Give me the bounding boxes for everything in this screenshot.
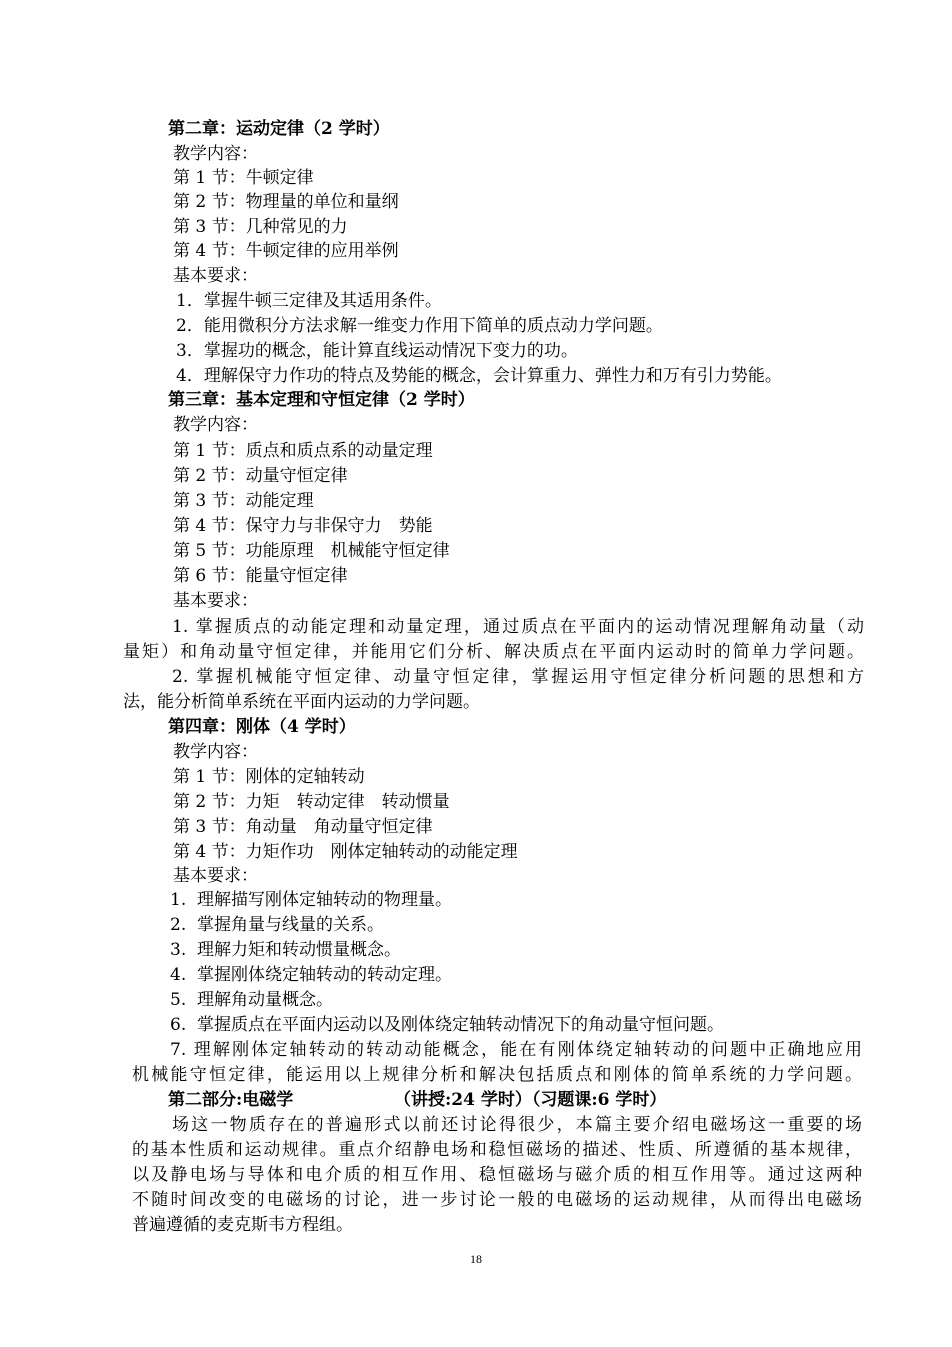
part-2-hours: （讲授:24 学时）（习题课:6 学时） bbox=[394, 1090, 667, 1110]
chapter-4-section: 第 4 节：力矩作功 刚体定轴转动的动能定理 bbox=[173, 842, 518, 862]
chapter-4-req-7-line-1: 7. 理解刚体定轴转动的转动动能概念，能在有刚体绕定轴转动的问题中正确地应用 bbox=[170, 1040, 862, 1060]
chapter-3-section: 第 3 节：动能定理 bbox=[173, 491, 314, 511]
chapter-4-req: 3. 理解力矩和转动惯量概念。 bbox=[170, 940, 402, 960]
chapter-4-content-label: 教学内容： bbox=[173, 742, 258, 762]
chapter-2-section: 第 1 节：牛顿定律 bbox=[173, 168, 314, 188]
chapter-4-req-label: 基本要求： bbox=[173, 866, 258, 886]
part-2-intro-line: 普遍遵循的麦克斯韦方程组。 bbox=[132, 1215, 353, 1235]
chapter-4-title: 第四章：刚体（4 学时） bbox=[168, 717, 356, 737]
chapter-3-req-2-line-1: 2. 掌握机械能守恒定律、动量守恒定律，掌握运用守恒定律分析问题的思想和方 bbox=[172, 667, 864, 687]
chapter-4-req: 6. 掌握质点在平面内运动以及刚体绕定轴转动情况下的角动量守恒问题。 bbox=[170, 1015, 725, 1035]
chapter-2-req: 1．掌握牛顿三定律及其适用条件。 bbox=[176, 291, 442, 311]
chapter-2-section: 第 2 节：物理量的单位和量纲 bbox=[173, 192, 399, 212]
chapter-2-section: 第 3 节：几种常见的力 bbox=[173, 217, 348, 237]
chapter-3-section: 第 5 节：功能原理 机械能守恒定律 bbox=[173, 541, 450, 561]
chapter-3-section: 第 1 节：质点和质点系的动量定理 bbox=[173, 441, 433, 461]
chapter-2-title: 第二章：运动定律（2 学时） bbox=[168, 119, 390, 139]
part-2-intro-line: 以及静电场与导体和电介质的相互作用、稳恒磁场与磁介质的相互作用等。通过这两种 bbox=[132, 1165, 862, 1185]
part-2-intro-line: 的基本性质和运动规律。重点介绍静电场和稳恒磁场的描述、性质、所遵循的基本规律， bbox=[132, 1140, 862, 1160]
part-2-title: 第二部分:电磁学 bbox=[168, 1090, 294, 1110]
chapter-2-content-label: 教学内容： bbox=[173, 144, 258, 164]
chapter-3-section: 第 6 节：能量守恒定律 bbox=[173, 566, 348, 586]
chapter-4-req: 1. 理解描写刚体定轴转动的物理量。 bbox=[170, 890, 453, 910]
chapter-3-section: 第 4 节：保守力与非保守力 势能 bbox=[173, 516, 433, 536]
chapter-3-req-2-line-2: 法，能分析简单系统在平面内运动的力学问题。 bbox=[123, 692, 480, 712]
chapter-4-req-7-line-2: 机械能守恒定律，能运用以上规律分析和解决包括质点和刚体的简单系统的力学问题。 bbox=[132, 1065, 862, 1085]
chapter-3-req-1-line-1: 1. 掌握质点的动能定理和动量定理，通过质点在平面内的运动情况理解角动量（动 bbox=[172, 617, 864, 637]
chapter-4-section: 第 1 节：刚体的定轴转动 bbox=[173, 767, 365, 787]
chapter-4-req: 4. 掌握刚体绕定轴转动的转动定理。 bbox=[170, 965, 453, 985]
chapter-4-req: 5. 理解角动量概念。 bbox=[170, 990, 334, 1010]
chapter-4-req: 2. 掌握角量与线量的关系。 bbox=[170, 915, 385, 935]
chapter-3-req-label: 基本要求： bbox=[173, 591, 258, 611]
chapter-2-req: 4．理解保守力作功的特点及势能的概念，会计算重力、弹性力和万有引力势能。 bbox=[176, 366, 782, 386]
part-2-intro-line: 场这一物质存在的普遍形式以前还讨论得很少，本篇主要介绍电磁场这一重要的场 bbox=[172, 1115, 862, 1135]
chapter-2-req-label: 基本要求： bbox=[173, 266, 258, 286]
chapter-3-content-label: 教学内容： bbox=[173, 415, 258, 435]
chapter-3-section: 第 2 节：动量守恒定律 bbox=[173, 466, 348, 486]
chapter-4-section: 第 3 节：角动量 角动量守恒定律 bbox=[173, 817, 433, 837]
page-number: 18 bbox=[470, 1252, 482, 1266]
chapter-3-title: 第三章：基本定理和守恒定律（2 学时） bbox=[168, 390, 475, 410]
chapter-2-req: 3．掌握功的概念，能计算直线运动情况下变力的功。 bbox=[176, 341, 578, 361]
chapter-2-section: 第 4 节：牛顿定律的应用举例 bbox=[173, 241, 399, 261]
chapter-2-req: 2．能用微积分方法求解一维变力作用下简单的质点动力学问题。 bbox=[176, 316, 663, 336]
chapter-3-req-1-line-2: 量矩）和角动量守恒定律，并能用它们分析、解决质点在平面内运动时的简单力学问题。 bbox=[123, 642, 864, 662]
part-2-intro-line: 不随时间改变的电磁场的讨论，进一步讨论一般的电磁场的运动规律，从而得出电磁场 bbox=[132, 1190, 862, 1210]
chapter-4-section: 第 2 节：力矩 转动定律 转动惯量 bbox=[173, 792, 450, 812]
